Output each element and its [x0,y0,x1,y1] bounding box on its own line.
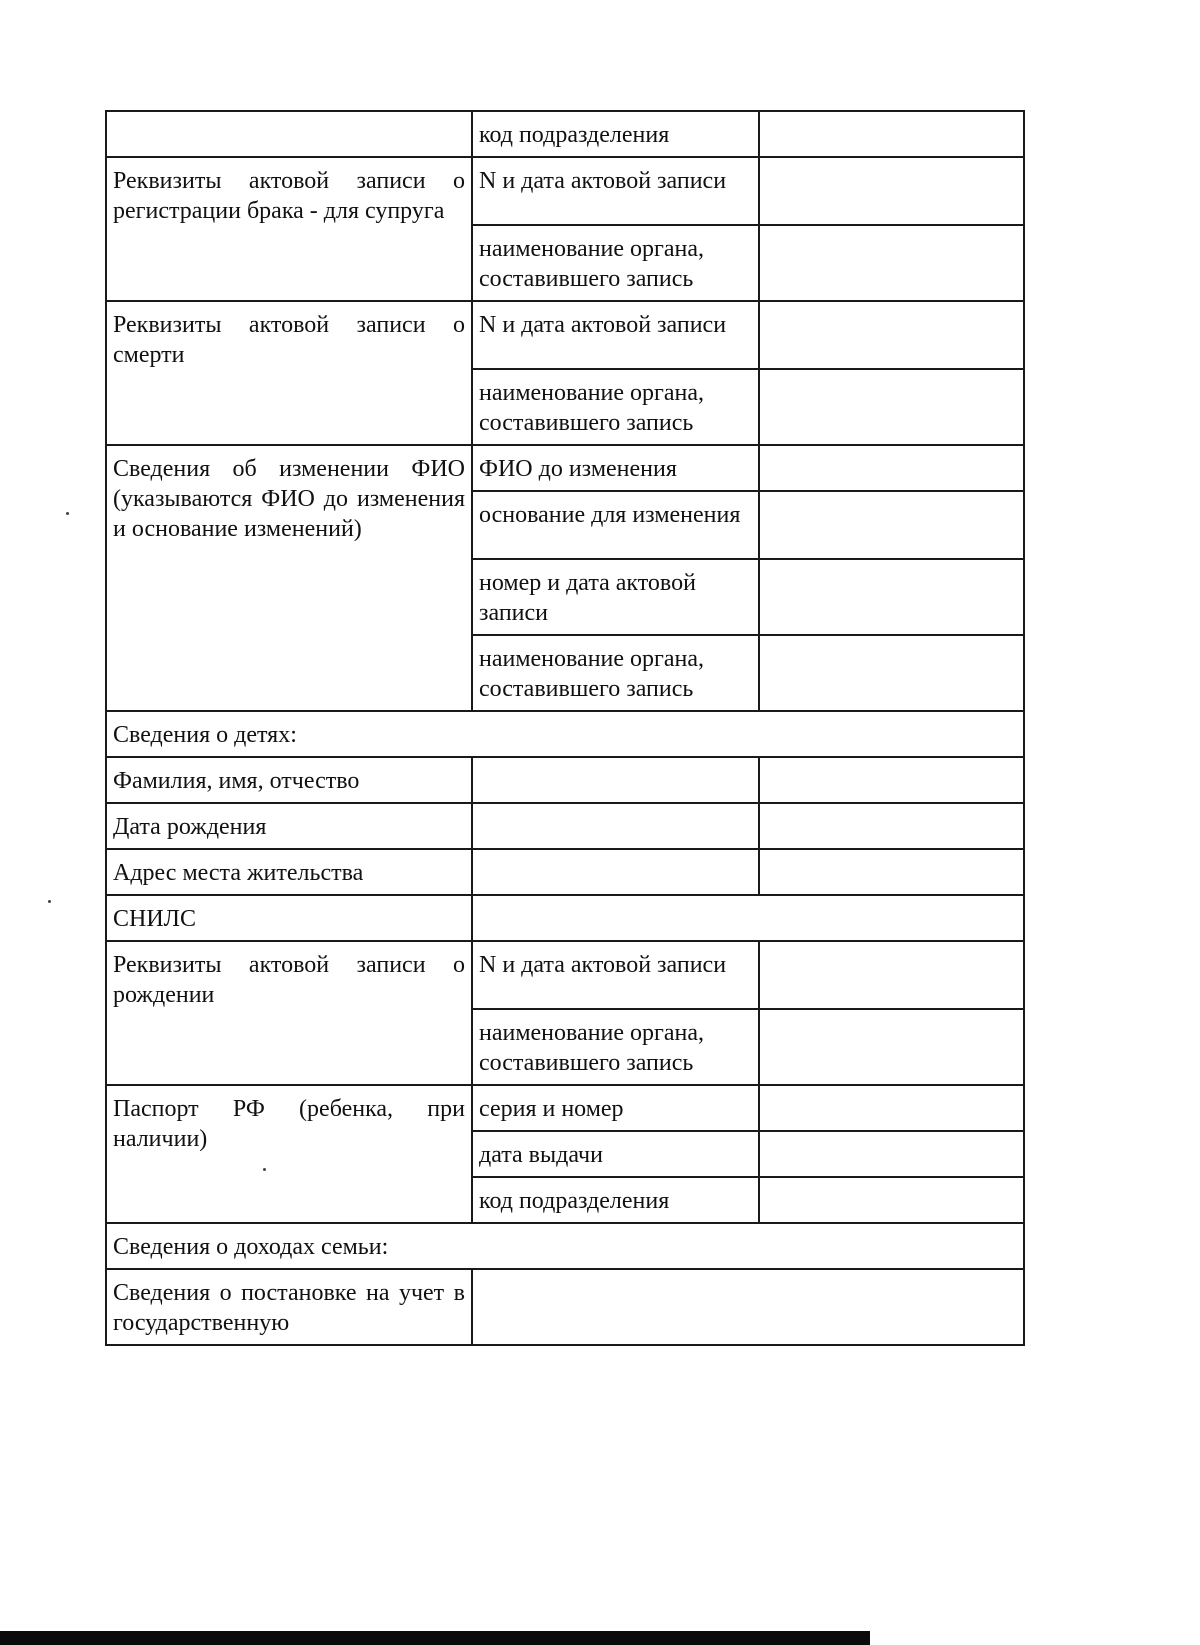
registration-label: Сведения о постановке на учет в государственную [106,1269,472,1345]
children-section-header: Сведения о детях: [106,711,1024,757]
table-row [106,111,1024,157]
birth-record-number-label: N и дата актовой записи [472,941,759,1009]
subdivision-code-value-field[interactable] [759,111,1024,157]
scan-speck [66,512,69,515]
income-section-header: Сведения о доходах семьи: [106,1223,1024,1269]
table-row [106,757,1024,803]
scan-edge-bar [0,1631,870,1645]
name-change-label: Сведения об изменении ФИО (указываются ФИО до изменения и основание изменений) [106,445,472,711]
birth-record-authority-label: наименование органа, составившего запись [472,1009,759,1085]
name-before-change-label: ФИО до изменения [472,445,759,491]
death-record-number-label: N и дата актовой записи [472,301,759,369]
table-row [106,895,1024,941]
child-fio-field[interactable] [472,757,759,803]
snils-label: СНИЛС [106,895,472,941]
scan-speck [263,1168,266,1171]
death-record-authority-label: наименование органа, составившего запись [472,369,759,445]
marriage-record-authority-label: наименование органа, составившего запись [472,225,759,301]
passport-series-number-field[interactable] [759,1085,1024,1131]
application-form-table [105,110,1025,1346]
passport-issue-date-label: дата выдачи [472,1131,759,1177]
child-passport-label: Паспорт РФ (ребенка, при наличии) [106,1085,472,1223]
table-row [106,849,1024,895]
birth-record-number-field[interactable] [759,941,1024,1009]
death-record-authority-field[interactable] [759,369,1024,445]
child-birthdate-label: Дата рождения [106,803,472,849]
table-row [106,1085,1024,1131]
table-row [106,1223,1024,1269]
child-birthdate-extra-field[interactable] [759,803,1024,849]
table-row [106,301,1024,369]
name-before-change-field[interactable] [759,445,1024,491]
name-change-basis-field[interactable] [759,491,1024,559]
table-row [106,445,1024,491]
name-change-record-number-field[interactable] [759,559,1024,635]
birth-record-label: Реквизиты актовой записи о рождении [106,941,472,1085]
child-fio-label: Фамилия, имя, отчество [106,757,472,803]
table-row [106,1269,1024,1345]
death-record-label: Реквизиты актовой записи о смерти [106,301,472,445]
name-change-authority-label: наименование органа, составившего запись [472,635,759,711]
name-change-basis-label: основание для изменения [472,491,759,559]
table-row [106,711,1024,757]
registration-field[interactable] [472,1269,1024,1345]
name-change-record-number-label: номер и дата актовой записи [472,559,759,635]
name-change-authority-field[interactable] [759,635,1024,711]
birth-record-authority-field[interactable] [759,1009,1024,1085]
passport-subdivision-code-label: код подразделения [472,1177,759,1223]
passport-issue-date-field[interactable] [759,1131,1024,1177]
table-row [106,941,1024,1009]
marriage-record-authority-field[interactable] [759,225,1024,301]
table-row [106,803,1024,849]
passport-subdivision-code-field[interactable] [759,1177,1024,1223]
child-address-extra-field[interactable] [759,849,1024,895]
child-address-label: Адрес места жительства [106,849,472,895]
snils-field[interactable] [472,895,1024,941]
marriage-record-number-label: N и дата актовой записи [472,157,759,225]
marriage-record-label: Реквизиты актовой записи о регистрации брака - для супруга [106,157,472,301]
marriage-record-number-field[interactable] [759,157,1024,225]
subdivision-code-label: код подразделения [472,111,759,157]
label-cell-empty [106,111,472,157]
passport-series-number-label: серия и номер [472,1085,759,1131]
death-record-number-field[interactable] [759,301,1024,369]
child-fio-extra-field[interactable] [759,757,1024,803]
child-birthdate-field[interactable] [472,803,759,849]
child-address-field[interactable] [472,849,759,895]
scan-speck [48,900,51,903]
table-row [106,157,1024,225]
